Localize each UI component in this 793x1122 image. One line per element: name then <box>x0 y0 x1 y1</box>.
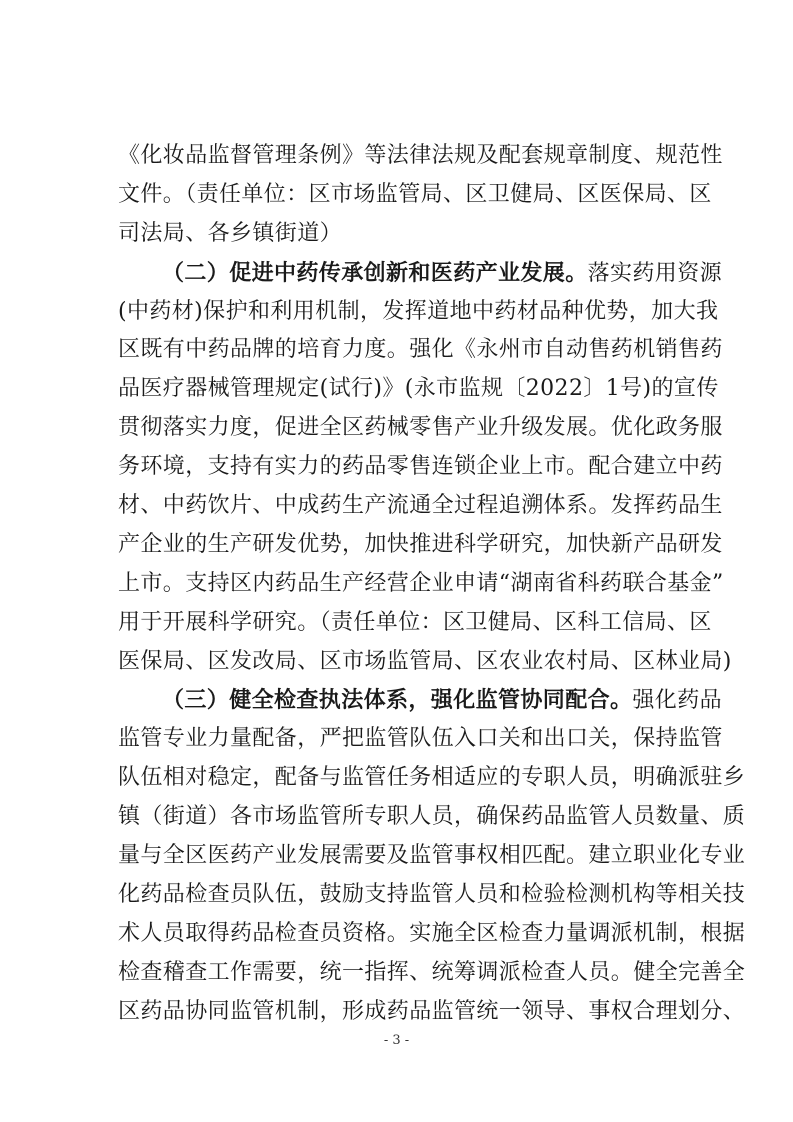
paragraph-line: 《化妆品监督管理条例》等法律法规及配套规章制度、规范性 <box>118 143 723 168</box>
paragraph-line: 化药品检查员队伍，鼓励支持监管人员和检验检测机构等相关技 <box>118 881 746 907</box>
paragraph-line: 检查稽查工作需要，统一指挥、统筹调派检查人员。健全完善全 <box>118 959 746 985</box>
paragraph-text: 落实药用资源 <box>587 260 723 286</box>
section-heading: （二）促进中药传承创新和医药产业发展。 <box>162 259 588 286</box>
paragraph-line: 品医疗器械管理规定(试行)》(永市监规〔2022〕1号)的宣传 <box>118 376 719 402</box>
paragraph-line: 区既有中药品牌的培育力度。强化《永州市自动售药机销售药 <box>118 337 723 363</box>
paragraph-line: 监管专业力量配备，严把监管队伍入口关和出口关，保持监管 <box>118 726 723 752</box>
paragraph-line: 材、中药饮片、中成药生产流通全过程追溯体系。发挥药品生 <box>118 493 723 519</box>
paragraph-line: 务环境，支持有实力的药品零售连锁企业上市。配合建立中药 <box>118 454 723 480</box>
body-text <box>118 137 746 1031</box>
paragraph-line: 区药品协同监管机制，形成药品监管统一领导、事权合理划分、 <box>118 998 746 1024</box>
paragraph-line: 镇（街道）各市场监管所专职人员，确保药品监管人员数量、质 <box>118 804 746 830</box>
paragraph-text: 强化药品 <box>632 688 723 714</box>
paragraph-line: 产企业的生产研发优势，加快推进科学研究，加快新产品研发 <box>118 531 723 557</box>
paragraph-line: 用于开展科学研究。（责任单位：区卫健局、区科工信局、区 <box>118 609 712 635</box>
paragraph-line: 队伍相对稳定，配备与监管任务相适应的专职人员，明确派驻乡 <box>118 765 746 791</box>
paragraph-line: 上市。支持区内药品生产经营企业申请“湖南省科药联合基金” <box>118 570 724 596</box>
paragraph-line: 司法局、各乡镇街道） <box>118 220 343 246</box>
page-number: - 3 - <box>383 1033 410 1048</box>
paragraph-first-line <box>118 681 723 720</box>
paragraph-first-line <box>118 254 723 293</box>
paragraph-line: (中药材)保护和利用机制，发挥道地中药材品种优势，加大我 <box>118 298 719 324</box>
paragraph-line: 贯彻落实力度，促进全区药械零售产业升级发展。优化政务服 <box>118 415 723 441</box>
section-heading: （三）健全检查执法体系，强化监管协同配合。 <box>162 687 633 714</box>
paragraph-line: 医保局、区发改局、区市场监管局、区农业农村局、区林业局) <box>118 648 732 674</box>
paragraph-line: 量与全区医药产业发展需要及监管事权相匹配。建立职业化专业 <box>118 843 746 869</box>
paragraph-line: 文件。（责任单位：区市场监管局、区卫健局、区医保局、区 <box>118 181 712 207</box>
paragraph-line: 术人员取得药品检查员资格。实施全区检查力量调派机制，根据 <box>118 920 746 946</box>
